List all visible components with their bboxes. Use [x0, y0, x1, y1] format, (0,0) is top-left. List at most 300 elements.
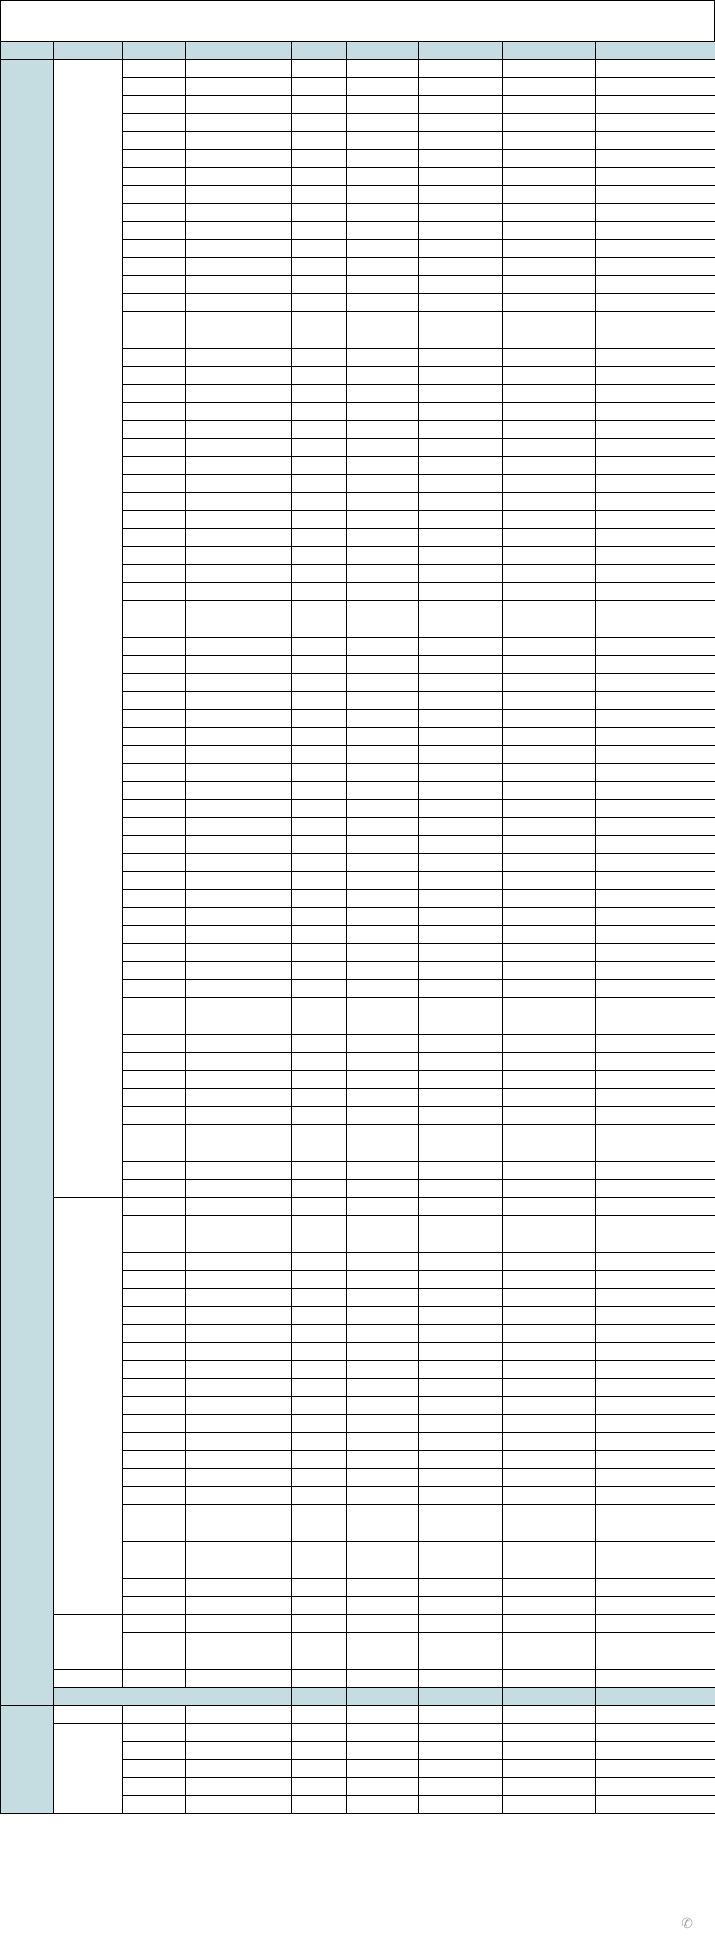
major-code — [123, 1542, 186, 1579]
plan-count — [347, 998, 419, 1035]
enrollment-feature — [596, 1670, 715, 1688]
enrollment-feature — [596, 1071, 715, 1089]
required-cert — [503, 710, 596, 728]
table-row — [1, 1670, 715, 1688]
enrollment-feature — [596, 854, 715, 872]
plan-count — [347, 746, 419, 764]
required-cert — [503, 439, 596, 457]
tuition-fee — [419, 728, 503, 746]
wechat-icon: ✆ — [681, 1916, 693, 1932]
plan-count — [347, 962, 419, 980]
major-name — [186, 1307, 292, 1325]
duration-years — [292, 1615, 347, 1633]
duration-years — [292, 782, 347, 800]
duration-years — [292, 980, 347, 998]
tuition-fee — [419, 980, 503, 998]
required-cert — [503, 1778, 596, 1796]
major-name — [186, 601, 292, 638]
duration-years — [292, 1053, 347, 1071]
major-name — [186, 222, 292, 240]
required-cert — [503, 240, 596, 258]
duration-years — [292, 638, 347, 656]
duration-years — [292, 1760, 347, 1778]
empty-cell — [419, 1688, 503, 1706]
tuition-fee — [419, 1198, 503, 1216]
tuition-fee — [419, 258, 503, 276]
tuition-fee — [419, 1180, 503, 1198]
category-tuiyi — [1, 1706, 54, 1814]
required-cert — [503, 1125, 596, 1162]
duration-years — [292, 276, 347, 294]
major-code — [123, 1615, 186, 1633]
major-code — [54, 1706, 123, 1724]
plan-count — [347, 1089, 419, 1107]
enrollment-feature — [596, 349, 715, 367]
enrollment-feature — [596, 1180, 715, 1198]
major-code — [123, 1415, 186, 1433]
enrollment-feature — [596, 1433, 715, 1451]
duration-years — [292, 1343, 347, 1361]
enrollment-feature — [596, 601, 715, 638]
plan-count — [347, 240, 419, 258]
major-code — [123, 1343, 186, 1361]
duration-years — [292, 511, 347, 529]
required-cert — [503, 908, 596, 926]
enrollment-feature — [596, 547, 715, 565]
required-cert — [503, 204, 596, 222]
required-cert — [503, 782, 596, 800]
major-name — [186, 367, 292, 385]
header-fee — [419, 42, 503, 60]
major-name — [186, 1216, 292, 1253]
major-code — [123, 1379, 186, 1397]
major-name — [186, 1325, 292, 1343]
major-code — [123, 439, 186, 457]
required-cert — [503, 1796, 596, 1814]
duration-years — [292, 96, 347, 114]
major-name — [186, 78, 292, 96]
major-code — [123, 258, 186, 276]
duration-years — [292, 1035, 347, 1053]
enrollment-feature — [596, 1724, 715, 1742]
enrollment-feature — [596, 312, 715, 349]
tuition-fee — [419, 692, 503, 710]
major-code — [123, 583, 186, 601]
enrollment-feature — [596, 1469, 715, 1487]
tuition-fee — [419, 1724, 503, 1742]
major-name — [186, 132, 292, 150]
duration-years — [292, 240, 347, 258]
plan-count — [347, 385, 419, 403]
tuition-fee — [419, 1107, 503, 1125]
major-name — [186, 890, 292, 908]
required-cert — [503, 962, 596, 980]
major-name — [186, 349, 292, 367]
major-name — [186, 1670, 292, 1688]
enrollment-feature — [596, 1379, 715, 1397]
plan-count — [347, 1633, 419, 1670]
duration-years — [292, 1579, 347, 1597]
major-name — [186, 854, 292, 872]
major-name — [186, 240, 292, 258]
enrollment-feature — [596, 1325, 715, 1343]
required-cert — [503, 493, 596, 511]
plan-count — [347, 1397, 419, 1415]
enrollment-feature — [503, 1706, 596, 1724]
major-name — [186, 168, 292, 186]
plan-count — [347, 944, 419, 962]
required-cert — [503, 926, 596, 944]
major-code — [123, 836, 186, 854]
major-name — [186, 818, 292, 836]
duration-years — [292, 908, 347, 926]
required-cert — [503, 746, 596, 764]
required-cert — [503, 1271, 596, 1289]
major-name — [186, 926, 292, 944]
tuition-fee — [419, 1415, 503, 1433]
duration-years — [292, 1253, 347, 1271]
plan-count — [347, 1180, 419, 1198]
major-name — [186, 1724, 292, 1742]
tuition-fee — [419, 1579, 503, 1597]
enrollment-feature — [596, 944, 715, 962]
required-cert — [503, 403, 596, 421]
required-cert — [503, 854, 596, 872]
tuition-fee — [419, 457, 503, 475]
enrollment-feature — [596, 1451, 715, 1469]
plan-count — [347, 96, 419, 114]
plan-count — [347, 421, 419, 439]
tuition-fee — [419, 421, 503, 439]
major-group — [54, 1615, 123, 1670]
duration-years — [292, 728, 347, 746]
major-code — [123, 493, 186, 511]
major-name — [186, 1505, 292, 1542]
tuition-fee — [419, 204, 503, 222]
major-code — [123, 818, 186, 836]
required-cert — [419, 1706, 503, 1724]
enrollment-plan-table — [0, 41, 715, 1814]
major-code — [123, 1597, 186, 1615]
tuition-fee — [419, 511, 503, 529]
major-name — [186, 493, 292, 511]
major-code — [123, 1469, 186, 1487]
enrollment-feature — [596, 656, 715, 674]
major-code — [123, 96, 186, 114]
plan-count — [347, 439, 419, 457]
duration-years — [292, 565, 347, 583]
tuition-fee — [419, 1071, 503, 1089]
major-code — [123, 511, 186, 529]
enrollment-feature — [596, 258, 715, 276]
plan-count — [347, 1125, 419, 1162]
required-cert — [503, 998, 596, 1035]
major-name — [186, 1796, 292, 1814]
major-code — [123, 1397, 186, 1415]
subtotal-value — [347, 1688, 419, 1706]
required-cert — [503, 1742, 596, 1760]
major-code — [123, 980, 186, 998]
table-row — [1, 1706, 715, 1724]
duration-years — [292, 403, 347, 421]
required-cert — [503, 1505, 596, 1542]
duration-years — [292, 1451, 347, 1469]
enrollment-feature — [596, 1216, 715, 1253]
duration-years — [292, 1216, 347, 1253]
enrollment-feature — [596, 746, 715, 764]
major-group — [54, 1198, 123, 1615]
enrollment-feature — [596, 836, 715, 854]
major-name — [186, 692, 292, 710]
major-code — [123, 854, 186, 872]
tuition-fee — [419, 1451, 503, 1469]
enrollment-feature — [596, 385, 715, 403]
major-name — [186, 403, 292, 421]
tuition-fee — [419, 782, 503, 800]
tuition-fee — [419, 1796, 503, 1814]
duration-years — [292, 1198, 347, 1216]
subtotal-label — [54, 1688, 292, 1706]
required-cert — [503, 944, 596, 962]
major-name — [186, 674, 292, 692]
major-code — [123, 1253, 186, 1271]
required-cert — [503, 529, 596, 547]
major-code — [123, 421, 186, 439]
major-name — [186, 276, 292, 294]
tuition-fee — [419, 1253, 503, 1271]
major-code — [123, 565, 186, 583]
tuition-fee — [419, 998, 503, 1035]
duration-years — [292, 1796, 347, 1814]
tuition-fee — [419, 800, 503, 818]
plan-count — [347, 276, 419, 294]
required-cert — [503, 1361, 596, 1379]
tuition-fee — [419, 836, 503, 854]
tuition-fee — [419, 1778, 503, 1796]
major-code — [123, 240, 186, 258]
enrollment-feature — [596, 908, 715, 926]
major-name — [186, 944, 292, 962]
plan-count — [347, 204, 419, 222]
required-cert — [503, 764, 596, 782]
required-cert — [503, 1451, 596, 1469]
duration-years — [292, 385, 347, 403]
major-name — [186, 511, 292, 529]
required-cert — [503, 1487, 596, 1505]
required-cert — [503, 1107, 596, 1125]
required-cert — [503, 728, 596, 746]
major-name — [186, 1198, 292, 1216]
required-cert — [503, 186, 596, 204]
major-code — [123, 908, 186, 926]
enrollment-feature — [596, 222, 715, 240]
duration-years — [292, 312, 347, 349]
tuition-fee — [419, 78, 503, 96]
duration-years — [292, 294, 347, 312]
major-code — [123, 1180, 186, 1198]
required-cert — [503, 294, 596, 312]
enrollment-feature — [596, 1307, 715, 1325]
major-name — [186, 96, 292, 114]
plan-count — [347, 674, 419, 692]
duration-years — [292, 367, 347, 385]
plan-count — [347, 1542, 419, 1579]
tuition-fee — [419, 349, 503, 367]
plan-count — [347, 656, 419, 674]
plan-count — [347, 475, 419, 493]
major-code — [123, 1451, 186, 1469]
major-name — [186, 565, 292, 583]
major-name — [186, 1271, 292, 1289]
tuition-fee — [419, 1469, 503, 1487]
major-name — [186, 1071, 292, 1089]
enrollment-feature — [596, 565, 715, 583]
category-zhongzhi — [1, 60, 54, 1706]
plan-count — [347, 1035, 419, 1053]
enrollment-feature — [596, 1289, 715, 1307]
enrollment-feature — [596, 1597, 715, 1615]
major-code — [123, 114, 186, 132]
major-code — [123, 1361, 186, 1379]
tuition-fee — [419, 674, 503, 692]
plan-count — [347, 349, 419, 367]
major-name — [186, 294, 292, 312]
header-cert — [503, 42, 596, 60]
plan-count — [347, 1487, 419, 1505]
major-code — [123, 1670, 186, 1688]
required-cert — [503, 60, 596, 78]
duration-years — [292, 150, 347, 168]
required-cert — [503, 421, 596, 439]
required-cert — [503, 980, 596, 998]
table-body — [1, 60, 715, 1814]
duration-years — [292, 1397, 347, 1415]
enrollment-feature — [596, 1415, 715, 1433]
major-name — [186, 312, 292, 349]
tuition-fee — [419, 276, 503, 294]
tuition-fee — [419, 908, 503, 926]
enrollment-feature — [596, 1505, 715, 1542]
enrollment-feature — [596, 96, 715, 114]
required-cert — [503, 1670, 596, 1688]
required-cert — [503, 385, 596, 403]
major-code — [123, 890, 186, 908]
tuition-fee — [419, 890, 503, 908]
major-code — [123, 1487, 186, 1505]
required-cert — [503, 150, 596, 168]
tuition-fee — [419, 638, 503, 656]
required-cert — [503, 1597, 596, 1615]
enrollment-feature — [596, 168, 715, 186]
major-code — [123, 656, 186, 674]
enrollment-feature — [596, 638, 715, 656]
major-name — [186, 457, 292, 475]
plan-count — [347, 312, 419, 349]
major-code — [123, 204, 186, 222]
required-cert — [503, 601, 596, 638]
plan-count — [347, 1216, 419, 1253]
plan-count — [347, 294, 419, 312]
enrollment-feature — [596, 1198, 715, 1216]
enrollment-feature — [596, 980, 715, 998]
required-cert — [503, 114, 596, 132]
enrollment-feature — [596, 1253, 715, 1271]
major-code — [123, 1433, 186, 1451]
tuition-fee — [419, 475, 503, 493]
tuition-fee — [419, 565, 503, 583]
major-code — [123, 60, 186, 78]
plan-count — [347, 728, 419, 746]
enrollment-feature — [596, 872, 715, 890]
required-cert — [503, 638, 596, 656]
tuition-fee — [419, 186, 503, 204]
duration-years — [292, 439, 347, 457]
major-name — [186, 1451, 292, 1469]
plan-count — [347, 493, 419, 511]
major-name — [186, 1361, 292, 1379]
table-row — [1, 60, 715, 78]
duration-years — [292, 872, 347, 890]
major-name — [186, 764, 292, 782]
enrollment-feature — [596, 1742, 715, 1760]
duration-years — [292, 1415, 347, 1433]
major-code — [123, 692, 186, 710]
enrollment-feature — [596, 294, 715, 312]
enrollment-feature — [596, 1035, 715, 1053]
plan-count — [292, 1706, 347, 1724]
tuition-fee — [419, 60, 503, 78]
major-code — [123, 1089, 186, 1107]
major-name — [186, 710, 292, 728]
tuition-fee — [419, 1089, 503, 1107]
plan-count — [347, 511, 419, 529]
tuition-fee — [419, 385, 503, 403]
tuition-fee — [419, 1271, 503, 1289]
enrollment-feature — [596, 1089, 715, 1107]
tuition-fee — [419, 746, 503, 764]
plan-count — [347, 980, 419, 998]
plan-count — [347, 403, 419, 421]
header-code — [123, 42, 186, 60]
major-code — [123, 1505, 186, 1542]
duration-years — [292, 800, 347, 818]
required-cert — [503, 367, 596, 385]
plan-count — [347, 457, 419, 475]
duration-years — [292, 1487, 347, 1505]
major-name — [186, 475, 292, 493]
plan-count — [347, 1107, 419, 1125]
major-code — [123, 800, 186, 818]
major-code — [123, 1035, 186, 1053]
subtotal-row — [1, 1688, 715, 1706]
plan-count — [347, 1670, 419, 1688]
major-code — [123, 1053, 186, 1071]
major-code — [123, 1742, 186, 1760]
plan-count — [347, 1760, 419, 1778]
tuition-fee — [419, 222, 503, 240]
major-name — [186, 1760, 292, 1778]
plan-count — [347, 583, 419, 601]
enrollment-feature — [596, 421, 715, 439]
duration-years — [292, 1670, 347, 1688]
plan-count — [347, 132, 419, 150]
required-cert — [503, 1542, 596, 1579]
header-row — [1, 42, 715, 60]
enrollment-feature — [596, 1542, 715, 1579]
page-title — [0, 0, 715, 41]
major-code — [123, 1325, 186, 1343]
tuition-fee — [419, 1505, 503, 1542]
